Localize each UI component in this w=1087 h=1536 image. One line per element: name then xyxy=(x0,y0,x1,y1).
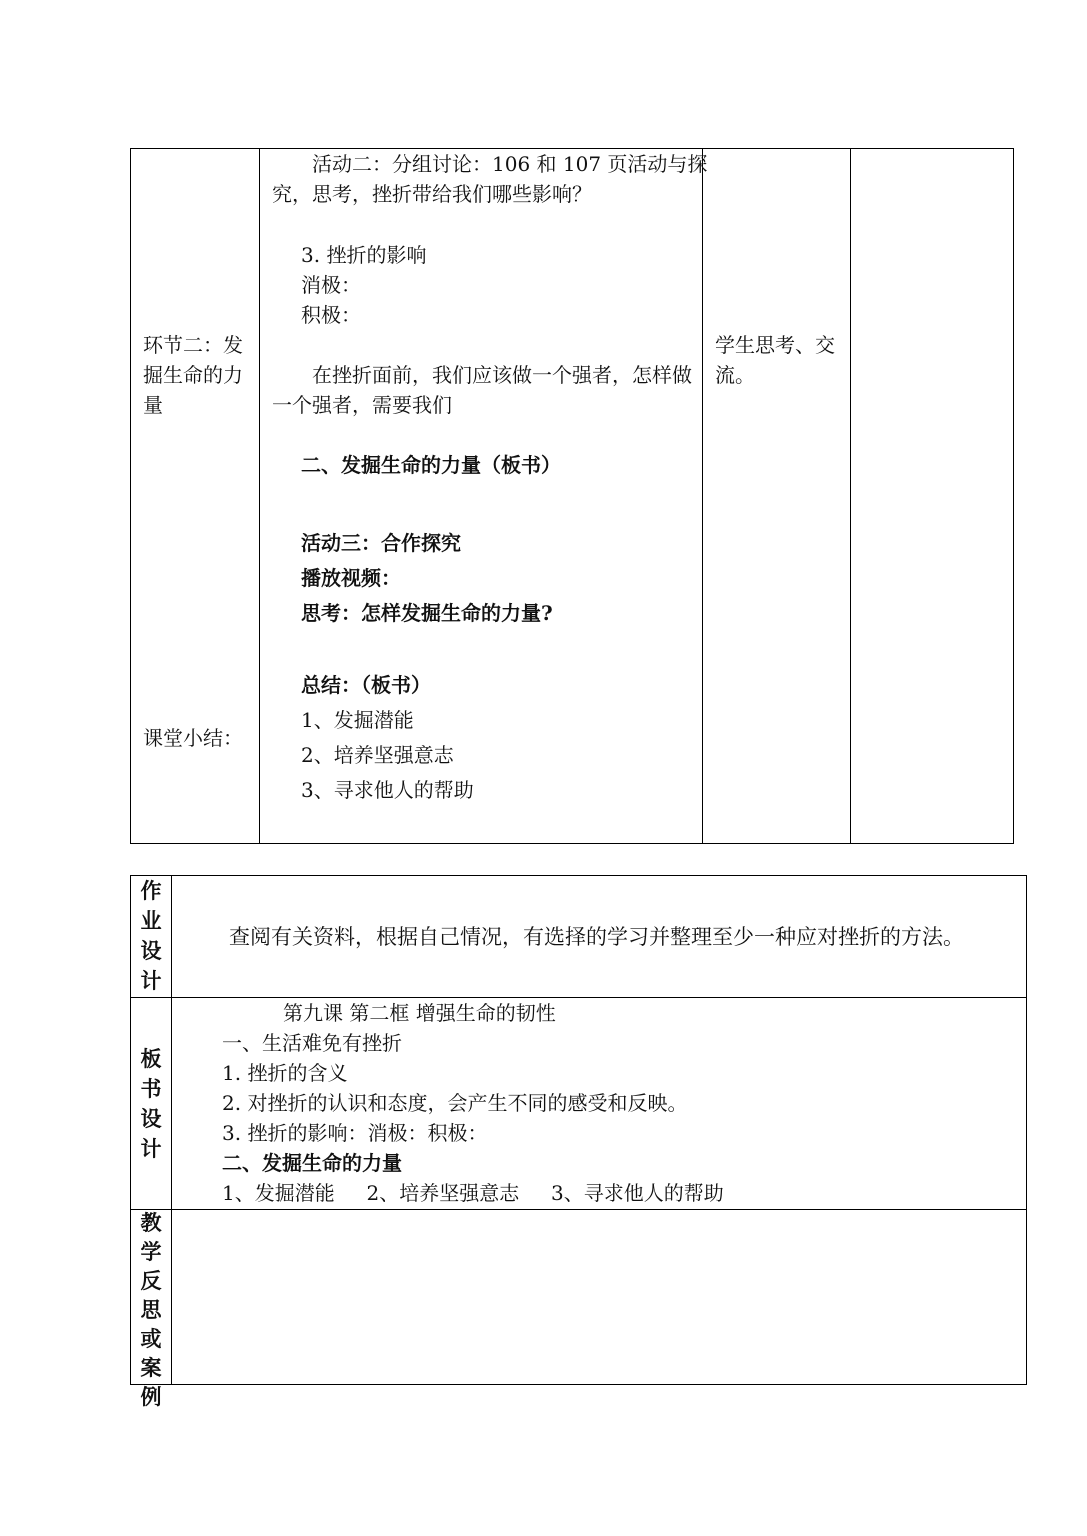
board-line: 一、生活难免有挫折 xyxy=(222,1031,402,1055)
student-activity-line: 学生思考、交 xyxy=(715,333,835,357)
homework-label: 作业设计 xyxy=(140,878,162,993)
board-line: 第九课 第二框 增强生命的韧性 xyxy=(283,1001,556,1025)
negative-label: 消极： xyxy=(301,273,361,297)
play-video: 播放视频： xyxy=(301,566,401,590)
summary-item: 1、发掘潜能 xyxy=(301,708,414,732)
board-label: 板书设计 xyxy=(140,1046,162,1161)
reflection-label: 教学反思或案例 xyxy=(140,1210,162,1409)
activity3-heading: 活动三：合作探究 xyxy=(301,531,461,555)
board-line: 二、发掘生命的力量 xyxy=(222,1151,402,1175)
positive-label: 积极： xyxy=(301,303,361,327)
section2-heading: 二、发掘生命的力量（板书） xyxy=(301,453,561,477)
strong-line: 一个强者，需要我们 xyxy=(272,393,452,417)
summary-item: 3、寻求他人的帮助 xyxy=(301,778,474,802)
board-line: 1、发掘潜能 2、培养坚强意志 3、寻求他人的帮助 xyxy=(222,1181,724,1205)
board-line: 2. 对挫折的认识和态度，会产生不同的感受和反映。 xyxy=(222,1091,688,1115)
board-line: 1. 挫折的含义 xyxy=(222,1061,348,1085)
activity2-line: 究，思考，挫折带给我们哪些影响？ xyxy=(272,182,592,206)
summary-item: 2、培养坚强意志 xyxy=(301,743,454,767)
stage-label-line: 量 xyxy=(143,393,163,417)
impact-title: 3. 挫折的影响 xyxy=(301,243,427,267)
summary-label: 课堂小结： xyxy=(143,726,243,750)
strong-line: 在挫折面前，我们应该做一个强者，怎样做 xyxy=(312,363,692,387)
board-line: 3. 挫折的影响：消极：积极： xyxy=(222,1121,488,1145)
stage-label-line: 环节二：发 xyxy=(143,333,243,357)
summary-heading: 总结：（板书） xyxy=(301,673,431,697)
homework-content: 查阅有关资料，根据自己情况，有选择的学习并整理至少一种应对挫折的方法。 xyxy=(229,925,964,949)
activity2-line: 活动二：分组讨论：106 和 107 页活动与探 xyxy=(312,152,708,176)
student-activity-line: 流。 xyxy=(715,363,755,387)
think-question: 思考：怎样发掘生命的力量? xyxy=(301,601,553,625)
stage-label-line: 掘生命的力 xyxy=(143,363,243,387)
